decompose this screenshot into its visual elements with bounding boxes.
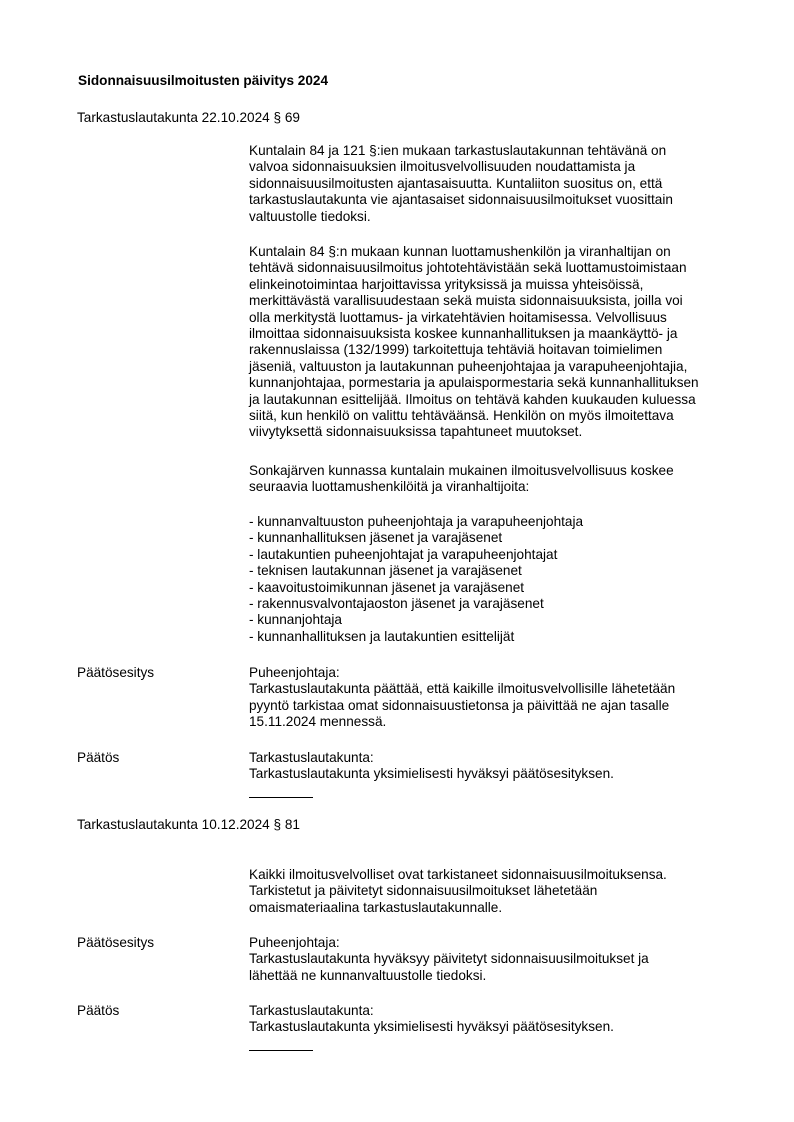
text-line: kunnanjohtajaa, pormestaria ja apulaispormestaria sekä kunnanhallituksen [249, 375, 699, 391]
list-item: - kaavoitustoimikunnan jäsenet ja varajäsenet [249, 579, 525, 595]
text-line: seuraavia luottamushenkilöitä ja viranhaltijoita: [249, 479, 530, 495]
text-line: merkittävästä varallisuudestaan sekä muista sidonnaisuuksista, joilla voi [249, 293, 683, 309]
paragraph-sonkajarvi [249, 463, 739, 496]
text-line: 15.11.2024 mennessä. [249, 714, 387, 730]
text-line: omaismateriaalina tarkastuslautakunnalle. [249, 899, 503, 915]
text-line: Sonkajärven kunnassa kuntalain mukainen ilmoitusvelvollisuus koskee [249, 463, 674, 478]
list-item: - kunnanvaltuuston puheenjohtaja ja varapuheenjohtaja [249, 514, 584, 529]
text-line: Tarkastuslautakunta: [249, 750, 374, 765]
text-line: Kuntalain 84 §:n mukaan kunnan luottamushenkilön ja viranhaltijan on [249, 244, 671, 259]
list-item: - teknisen lautakunnan jäsenet ja varajäsenet [249, 563, 522, 579]
text-line: Kuntalain 84 ja 121 §:ien mukaan tarkastuslautakunnan tehtävänä on [249, 143, 667, 158]
text-line: Tarkastuslautakunta yksimielisesti hyväksyi päätösesityksen. [249, 766, 614, 782]
decision-label-1: Päätös [77, 750, 120, 765]
text-line: tehtävä sidonnaisuusilmoitus johtotehtävistään sekä luottamustoimistaan [249, 260, 687, 276]
divider-line [249, 1050, 313, 1051]
text-line: Kaikki ilmoitusvelvolliset ovat tarkistaneet sidonnaisuusilmoituksensa. [249, 867, 667, 882]
text-line: Tarkastuslautakunta yksimielisesti hyväksyi päätösesityksen. [249, 1019, 614, 1035]
obligated-persons-list [249, 514, 583, 645]
list-item: - kunnanhallituksen jäsenet ja varajäsenet [249, 530, 503, 546]
text-line: Tarkistetut ja päivitetyt sidonnaisuusilmoitukset lähetetään [249, 883, 598, 899]
proposal-text-1 [249, 665, 739, 731]
text-line: Tarkastuslautakunta hyväksyy päivitetyt sidonnaisuusilmoitukset ja [249, 951, 649, 967]
text-line: Tarkastuslautakunta: [249, 1003, 374, 1018]
list-item: - lautakuntien puheenjohtajat ja varapuheenjohtajat [249, 546, 558, 562]
proposal-label-1: Päätösesitys [77, 665, 155, 680]
text-line: Puheenjohtaja: [249, 665, 340, 680]
document-title: Sidonnaisuusilmoitusten päivitys 2024 [78, 73, 329, 88]
meeting-heading-1: Tarkastuslautakunta 22.10.2024 § 69 [77, 110, 300, 125]
decision-text-1 [249, 750, 739, 783]
meeting-heading-2: Tarkastuslautakunta 10.12.2024 § 81 [77, 817, 300, 832]
list-item: - rakennusvalvontajaoston jäsenet ja varajäsenet [249, 596, 544, 612]
text-line: Puheenjohtaja: [249, 935, 340, 950]
proposal-text-2 [249, 935, 739, 984]
text-line: elinkeinotoimintaa harjoittavissa yrityksissä ja muissa yhteisöissä, [249, 276, 644, 292]
paragraph-legal-basis [249, 143, 739, 225]
text-line: valvoa sidonnaisuuksien ilmoitusvelvollisuuden noudattamista ja [249, 159, 636, 175]
list-item: - kunnanhallituksen ja lautakuntien esittelijät [249, 628, 515, 644]
text-line: lähettää ne kunnanvaltuustolle tiedoksi. [249, 967, 487, 983]
text-line: pyyntö tarkistaa omat sidonnaisuustietonsa ja päivittää ne ajan tasalle [249, 697, 670, 713]
list-item: - kunnanjohtaja [249, 612, 342, 628]
text-line: valtuustolle tiedoksi. [249, 208, 371, 224]
divider-line [249, 797, 313, 798]
text-line: rakennuslaissa (132/1999) tarkoitettuja tehtäviä hoitavan toimielimen [249, 342, 663, 358]
text-line: Tarkastuslautakunta päättää, että kaikille ilmoitusvelvollisille lähetetään [249, 681, 676, 697]
text-line: jäseniä, valtuuston ja lautakunnan puheenjohtajaa ja varapuheenjohtajia, [249, 358, 688, 374]
decision-text-2 [249, 1003, 739, 1036]
text-line: tarkastuslautakunta vie ajantasaiset sidonnaisuusilmoitukset vuosittain [249, 192, 673, 208]
text-line: viivytyksettä sidonnaisuuksissa tapahtuneet muutokset. [249, 424, 583, 440]
decision-label-2: Päätös [77, 1003, 120, 1018]
text-line: ja lautakunnan esittelijää. Ilmoitus on tehtävä kahden kuukauden kuluessa [249, 391, 696, 407]
text-line: ilmoittaa sidonnaisuuksista koskee kunnanhallituksen ja maankäyttö- ja [249, 326, 678, 342]
text-line: sidonnaisuusilmoitusten ajantasaisuutta. Kuntaliiton suositus on, että [249, 175, 663, 191]
paragraph-obligation [249, 244, 739, 441]
proposal-label-2: Päätösesitys [77, 935, 155, 950]
text-line: siitä, kun henkilö on valittu tehtäväänsä. Henkilön on myös ilmoitettava [249, 408, 674, 424]
text-line: olla merkitystä luottamus- ja virkatehtävien hoitamisessa. Velvollisuus [249, 309, 667, 325]
paragraph-checked [249, 867, 739, 916]
